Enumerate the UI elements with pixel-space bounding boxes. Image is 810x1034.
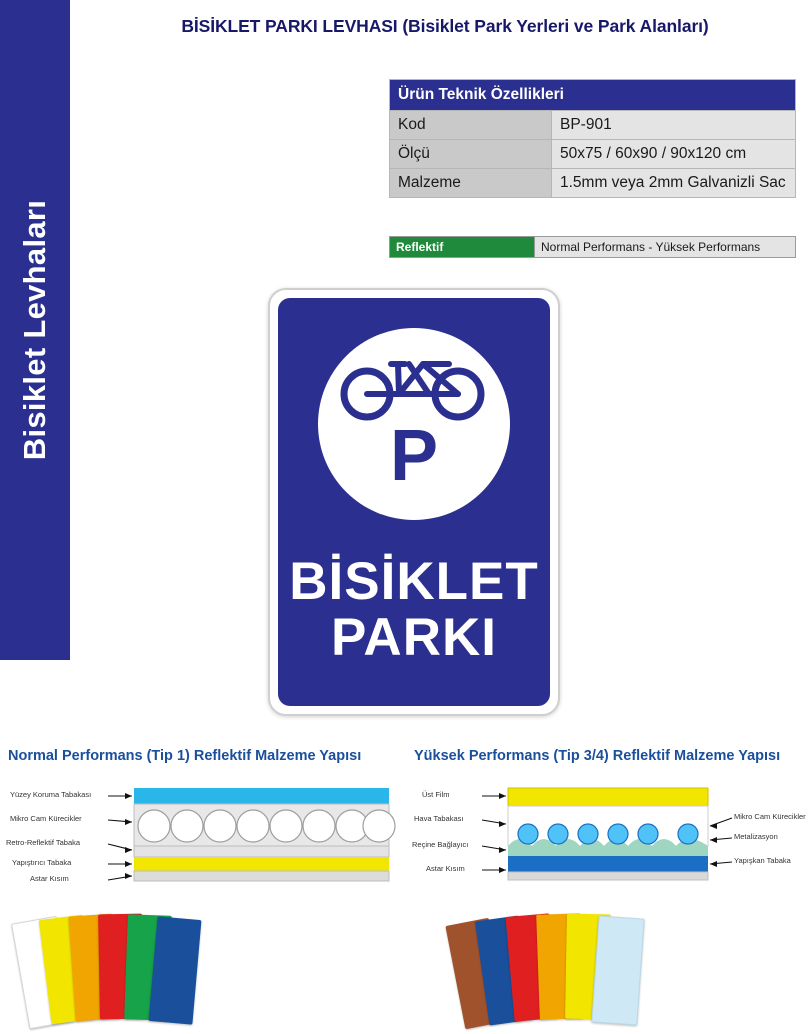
reflective-performance-bar: [389, 236, 796, 258]
sign-white-disc: [318, 328, 510, 520]
diagram-label: Reçine Bağlayıcı: [412, 840, 469, 849]
diagram-label: Üst Film: [422, 790, 450, 799]
diagram-label: Astar Kısım: [426, 864, 465, 873]
table-row: [390, 111, 796, 140]
section-heading-high: Yüksek Performans (Tip 3/4) Reflektif Malzeme Yapısı: [414, 748, 781, 764]
reflective-label: Reflektif: [390, 237, 535, 257]
diagram-label: Mikro Cam Kürecikler: [734, 812, 806, 821]
spec-value: 50x75 / 60x90 / 90x120 cm: [552, 140, 796, 169]
sign-text-line-2: PARKI: [331, 608, 497, 667]
page-title: BİSİKLET PARKI LEVHASI (Bisiklet Park Yerleri ve Park Alanları): [181, 16, 709, 36]
diagram-high-performance: [410, 782, 806, 912]
spec-key: Malzeme: [390, 169, 552, 198]
diagram-label: Hava Tabakası: [414, 814, 464, 823]
table-header-cell: Ürün Teknik Özellikleri: [390, 80, 796, 111]
diagram-label: Yüzey Koruma Tabakası: [10, 790, 92, 799]
diagram-label: Mikro Cam Kürecikler: [10, 814, 82, 823]
diagram-normal-performance: [4, 782, 400, 912]
material-swatch-fan-high: [455, 909, 715, 1034]
table-row: [390, 140, 796, 169]
diagram-label: Yapıştırıcı Tabaka: [12, 858, 72, 867]
section-heading-normal: Normal Performans (Tip 1) Reflektif Malzeme Yapısı: [8, 748, 362, 764]
diagram-label: Metalizasyon: [734, 832, 778, 841]
material-swatch-fan-normal: [20, 909, 250, 1034]
table-header-row: [390, 80, 796, 111]
diagram-label: Astar Kısım: [30, 874, 69, 883]
spec-key: Kod: [390, 111, 552, 140]
swatch: [149, 916, 202, 1024]
table-row: [390, 169, 796, 198]
spec-value: 1.5mm veya 2mm Galvanizli Sac: [552, 169, 796, 198]
swatch: [591, 916, 644, 1026]
product-spec-table: [389, 79, 796, 198]
parking-letter: P: [389, 416, 439, 496]
diagram-label: Yapışkan Tabaka: [734, 856, 791, 865]
sidebar-band-label: Bisiklet Levhaları: [17, 199, 52, 461]
sign-text-line-1: BİSİKLET: [289, 552, 539, 611]
diagram-label: Retro-Reflektif Tabaka: [6, 838, 81, 847]
spec-value: BP-901: [552, 111, 796, 140]
sign-face: [278, 298, 550, 706]
reflective-value: Normal Performans - Yüksek Performans: [535, 237, 795, 257]
sign-board: [268, 288, 560, 716]
spec-key: Ölçü: [390, 140, 552, 169]
sidebar-band: [0, 0, 70, 660]
